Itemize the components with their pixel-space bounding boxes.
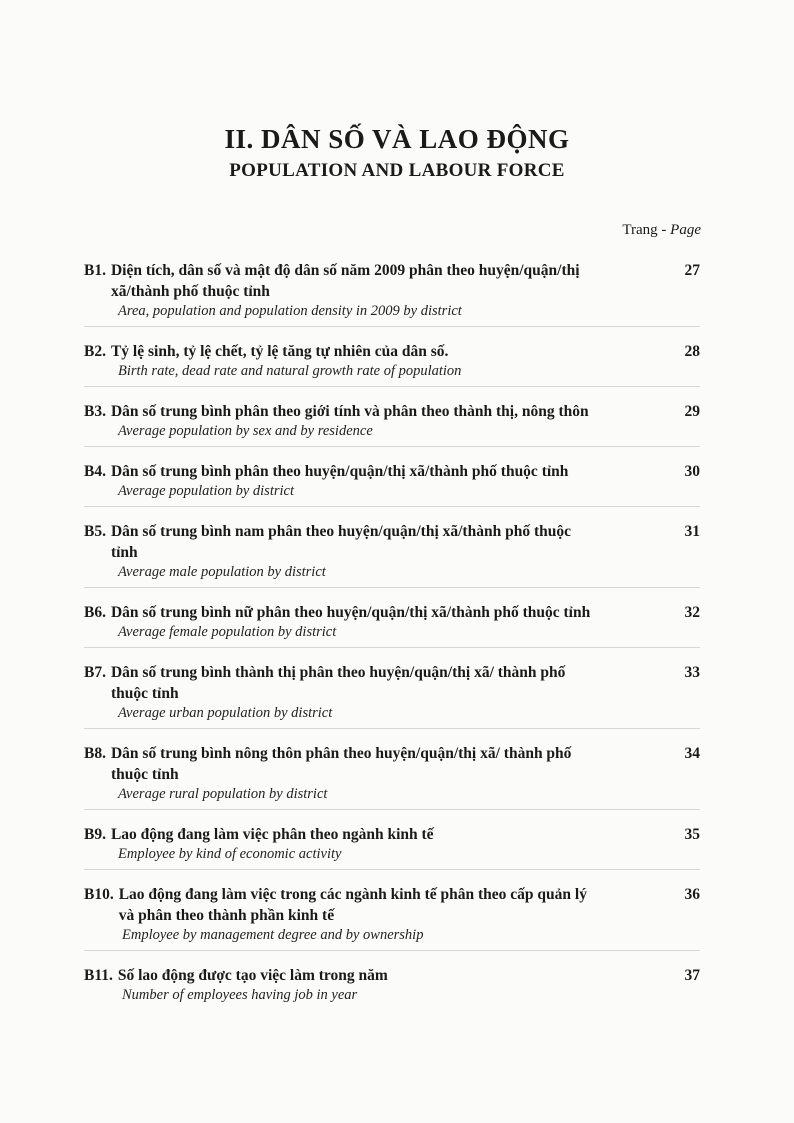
entry-code: B1. xyxy=(84,262,106,279)
entry-code: B7. xyxy=(84,664,106,681)
entry-title-en: Average rural population by district xyxy=(118,786,328,802)
page-column-header-sep: - xyxy=(657,222,671,238)
entry-page-number: 29 xyxy=(684,403,700,420)
entry-page-number: 35 xyxy=(684,826,700,843)
entry-title-vi: Số lao động được tạo việc làm trong năm xyxy=(117,967,388,984)
entry-title-en: Employee by management degree and by ownership xyxy=(122,927,424,943)
entry-title-en: Area, population and population density in 2009 by district xyxy=(118,303,462,319)
toc-entry[interactable] xyxy=(84,459,700,507)
page-column-header-en: Page xyxy=(670,222,701,238)
entry-title-vi: Dân số trung bình phân theo giới tính và phân theo thành thị, nông thôn xyxy=(110,403,589,420)
entry-title-en: Employee by kind of economic activity xyxy=(118,846,342,862)
entry-page-number: 36 xyxy=(684,886,700,903)
entry-title-en: Average population by sex and by residence xyxy=(118,423,373,439)
toc-entry[interactable] xyxy=(84,339,700,387)
entry-code: B4. xyxy=(84,463,106,480)
entry-code: B2. xyxy=(84,343,106,360)
toc-entry[interactable] xyxy=(84,882,700,951)
toc-entry[interactable] xyxy=(84,822,700,870)
entry-page-number: 34 xyxy=(684,745,700,762)
entry-title-en: Average female population by district xyxy=(118,624,337,640)
toc-entry[interactable] xyxy=(84,258,700,327)
toc-entry[interactable] xyxy=(84,519,700,588)
entry-title-en: Average male population by district xyxy=(118,564,326,580)
entry-page-number: 30 xyxy=(684,463,700,480)
entry-title-vi: Dân số trung bình nông thôn phân theo huyện/quận/thị xã/ thành phố thuộc tỉnh xyxy=(110,745,572,783)
entry-code: B6. xyxy=(84,604,106,621)
toc-entry[interactable] xyxy=(84,963,700,1010)
entry-title-en: Average urban population by district xyxy=(118,705,333,721)
entry-title-en: Average population by district xyxy=(118,483,294,499)
entry-code: B8. xyxy=(84,745,106,762)
entry-title-en: Number of employees having job in year xyxy=(122,987,358,1003)
entry-page-number: 28 xyxy=(684,343,700,360)
entry-code: B11. xyxy=(84,967,113,984)
section-title: II. DÂN SỐ VÀ LAO ĐỘNG xyxy=(224,124,570,154)
entry-code: B10. xyxy=(84,886,114,903)
toc-entry[interactable] xyxy=(84,660,700,729)
entry-code: B9. xyxy=(84,826,106,843)
entry-code: B5. xyxy=(84,523,106,540)
entry-page-number: 33 xyxy=(684,664,700,681)
entry-title-vi: Lao động đang làm việc trong các ngành kinh tế phân theo cấp quản lý và phân theo thành phần kinh tế xyxy=(118,886,587,924)
toc-entry[interactable] xyxy=(84,399,700,447)
entry-code: B3. xyxy=(84,403,106,420)
toc-entry[interactable] xyxy=(84,741,700,810)
entry-title-vi: Dân số trung bình nam phân theo huyện/quận/thị xã/thành phố thuộc tỉnh xyxy=(110,523,571,561)
entry-title-en: Birth rate, dead rate and natural growth rate of population xyxy=(118,363,462,379)
section-subtitle: POPULATION AND LABOUR FORCE xyxy=(229,160,565,181)
entry-page-number: 31 xyxy=(684,523,700,540)
entry-title-vi: Dân số trung bình nữ phân theo huyện/quận/thị xã/thành phố thuộc tỉnh xyxy=(110,604,591,621)
entry-title-vi: Diện tích, dân số và mật độ dân số năm 2009 phân theo huyện/quận/thị xã/thành phố thuộc tỉnh xyxy=(110,262,580,300)
entry-title-vi: Dân số trung bình phân theo huyện/quận/thị xã/thành phố thuộc tỉnh xyxy=(110,463,569,480)
entry-title-vi: Dân số trung bình thành thị phân theo huyện/quận/thị xã/ thành phố thuộc tỉnh xyxy=(110,664,566,702)
toc-entry[interactable] xyxy=(84,600,700,648)
entry-title-vi: Tỷ lệ sinh, tỷ lệ chết, tỷ lệ tăng tự nhiên của dân số. xyxy=(110,343,449,360)
entry-page-number: 32 xyxy=(684,604,700,621)
page-column-header-vi: Trang xyxy=(622,222,658,238)
entry-page-number: 27 xyxy=(684,262,700,279)
entry-title-vi: Lao động đang làm việc phân theo ngành kinh tế xyxy=(110,826,434,843)
entry-page-number: 37 xyxy=(684,967,700,984)
page-column-header xyxy=(622,222,701,239)
table-of-contents xyxy=(84,258,700,1022)
